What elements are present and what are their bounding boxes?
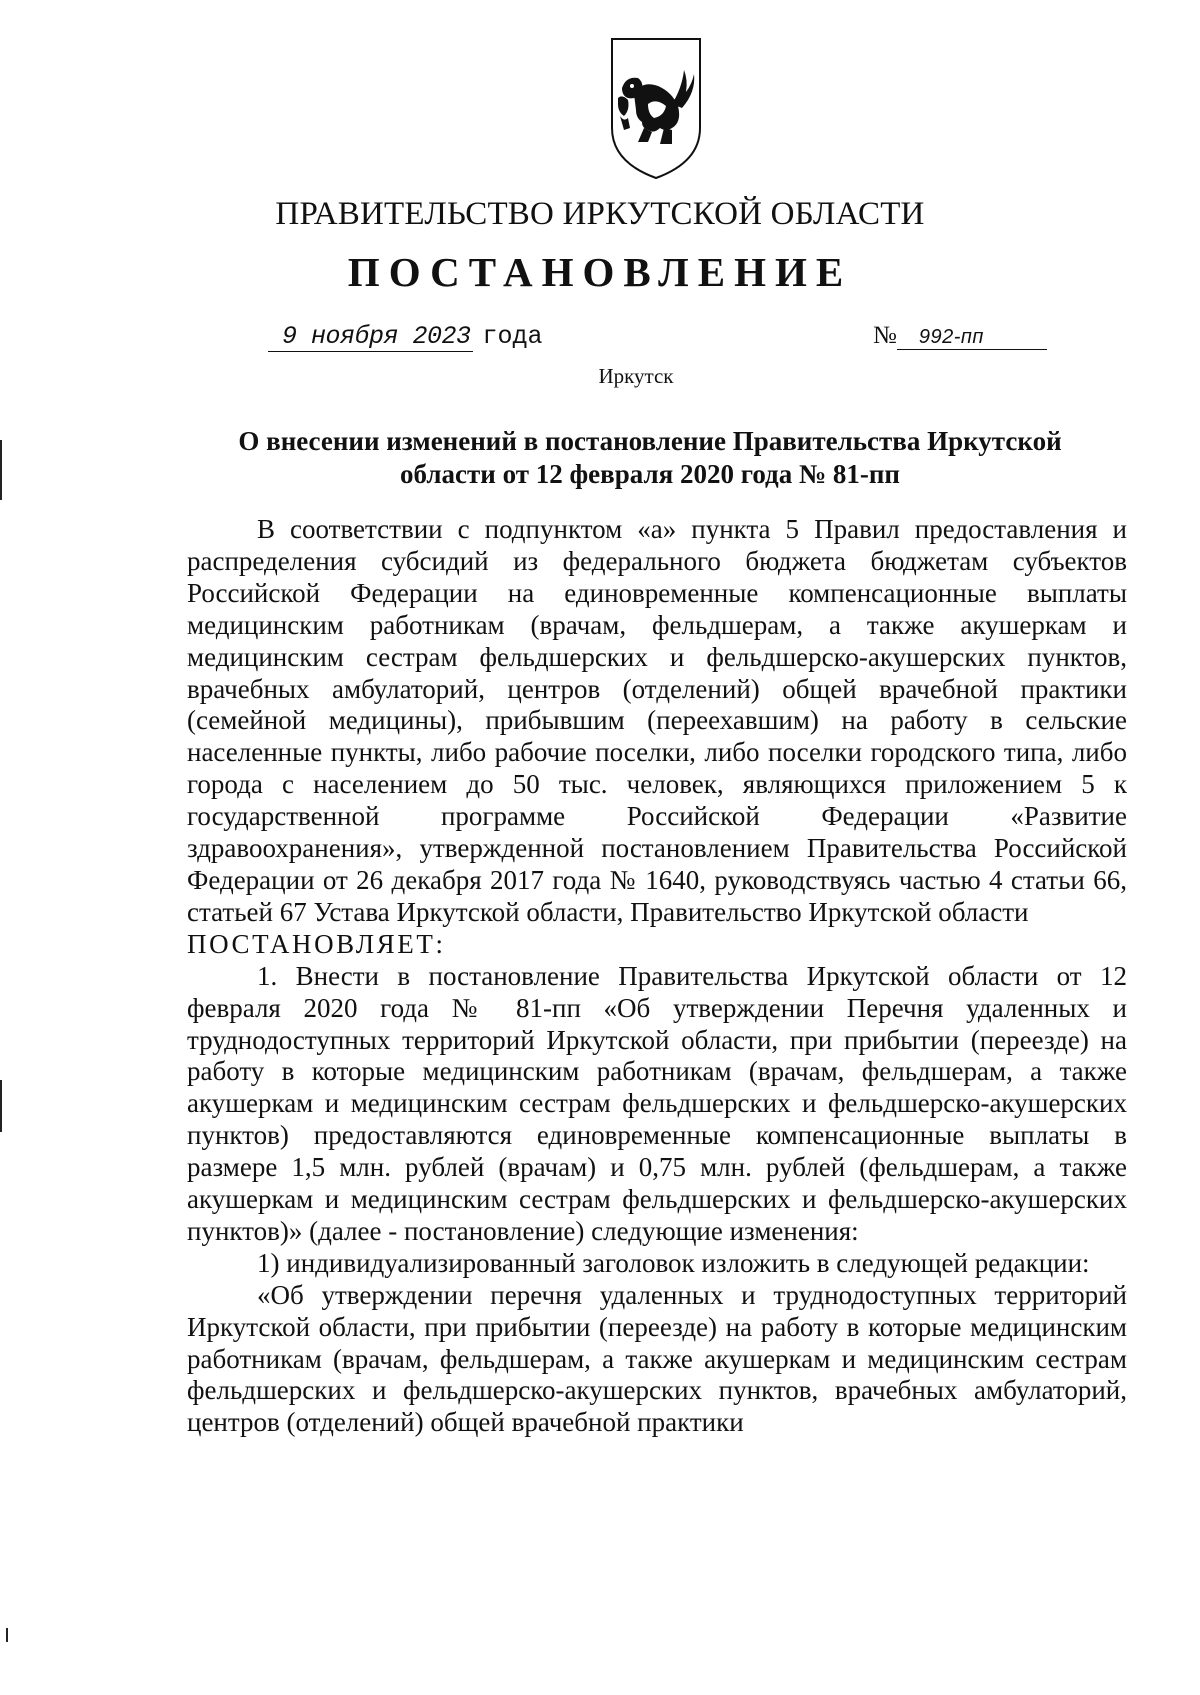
quote-paragraph: «Об утверждении перечня удаленных и труднодоступных территорий Иркутской области, при прибытии (переезде) на работу в которые медицинским работникам (врачам, фельдшерам, а также акушеркам и медицинским сестрам фельдшерских и фельдшерско-акушерских пунктов, врачебных амбулаторий, центров (отделений) общей врачебной практики <box>187 1279 1127 1438</box>
document-type: ПОСТАНОВЛЕНИЕ <box>347 249 853 295</box>
government-title: ПРАВИТЕЛЬСТВО ИРКУТСКОЙ ОБЛАСТИ <box>275 196 925 232</box>
scan-mark <box>0 1080 2 1132</box>
document-body <box>187 514 1127 1439</box>
document-number <box>873 322 1047 350</box>
scan-mark <box>0 440 2 500</box>
sub-item-1-paragraph: 1) индивидуализированный заголовок изложить в следующей редакции: <box>257 1247 1090 1278</box>
preamble-paragraph: В соответствии с подпунктом «а» пункта 5 Правил предоставления и распределения субсидий из федерального бюджета бюджетам субъектов Российской Федерации на единовременные компенсационные выплаты медицинским работникам (врачам, фельдшерам, а также акушеркам и медицинским сестрам фельдшерских и фельдшерско-акушерских пунктов, врачебных амбулаторий, центров (отделений) общей врачебной практики (семейной медицины), прибывшим (переехавшим) на работу в сельские населенные пункты, либо рабочие поселки, либо поселки городского типа, либо города с населением до 50 тыс. человек, являющихся приложением 5 к государственной программе Российской Федерации «Развитие здравоохранения», утвержденной постановлением Правительства Российской Федерации от 26 декабря 2017 года № 1640, руководствуясь частью 4 статьи 66, статьей 67 Устава Иркутской области, Правительство Иркутской области <box>187 514 1127 927</box>
document-city: Иркутск <box>598 364 674 388</box>
number-value: 992-пп <box>897 326 1047 350</box>
date-value: 9 ноября 2023 <box>268 322 473 352</box>
coat-of-arms-icon <box>608 36 704 182</box>
resolves-heading: ПОСТАНОВЛЯЕТ: <box>187 928 446 959</box>
item-1-paragraph: 1. Внести в постановление Правительства Иркутской области от 12 февраля 2020 года № 81-пп «Об утверждении Перечня удаленных и труднодоступных территорий Иркутской области, при прибытии (переезде) на работу в которые медицинским работникам (врачам, фельдшерам, а также акушеркам и медицинским сестрам фельдшерских и фельдшерско-акушерских пунктов) предоставляются единовременные компенсационные выплаты в размере 1,5 млн. рублей (врачам) и 0,75 млн. рублей (фельдшерам, а также акушеркам и медицинским сестрам фельдшерских и фельдшерско-акушерских пунктов)» (далее - постановление) следующие изменения: <box>187 960 1127 1246</box>
scan-mark <box>6 1628 8 1642</box>
date-suffix: года <box>482 322 543 351</box>
document-date <box>268 322 543 352</box>
document-subject: О внесении изменений в постановление Правительства Иркутской области от 12 февраля 2020 года № 81-пп <box>238 426 1062 489</box>
number-prefix: № <box>873 322 897 349</box>
